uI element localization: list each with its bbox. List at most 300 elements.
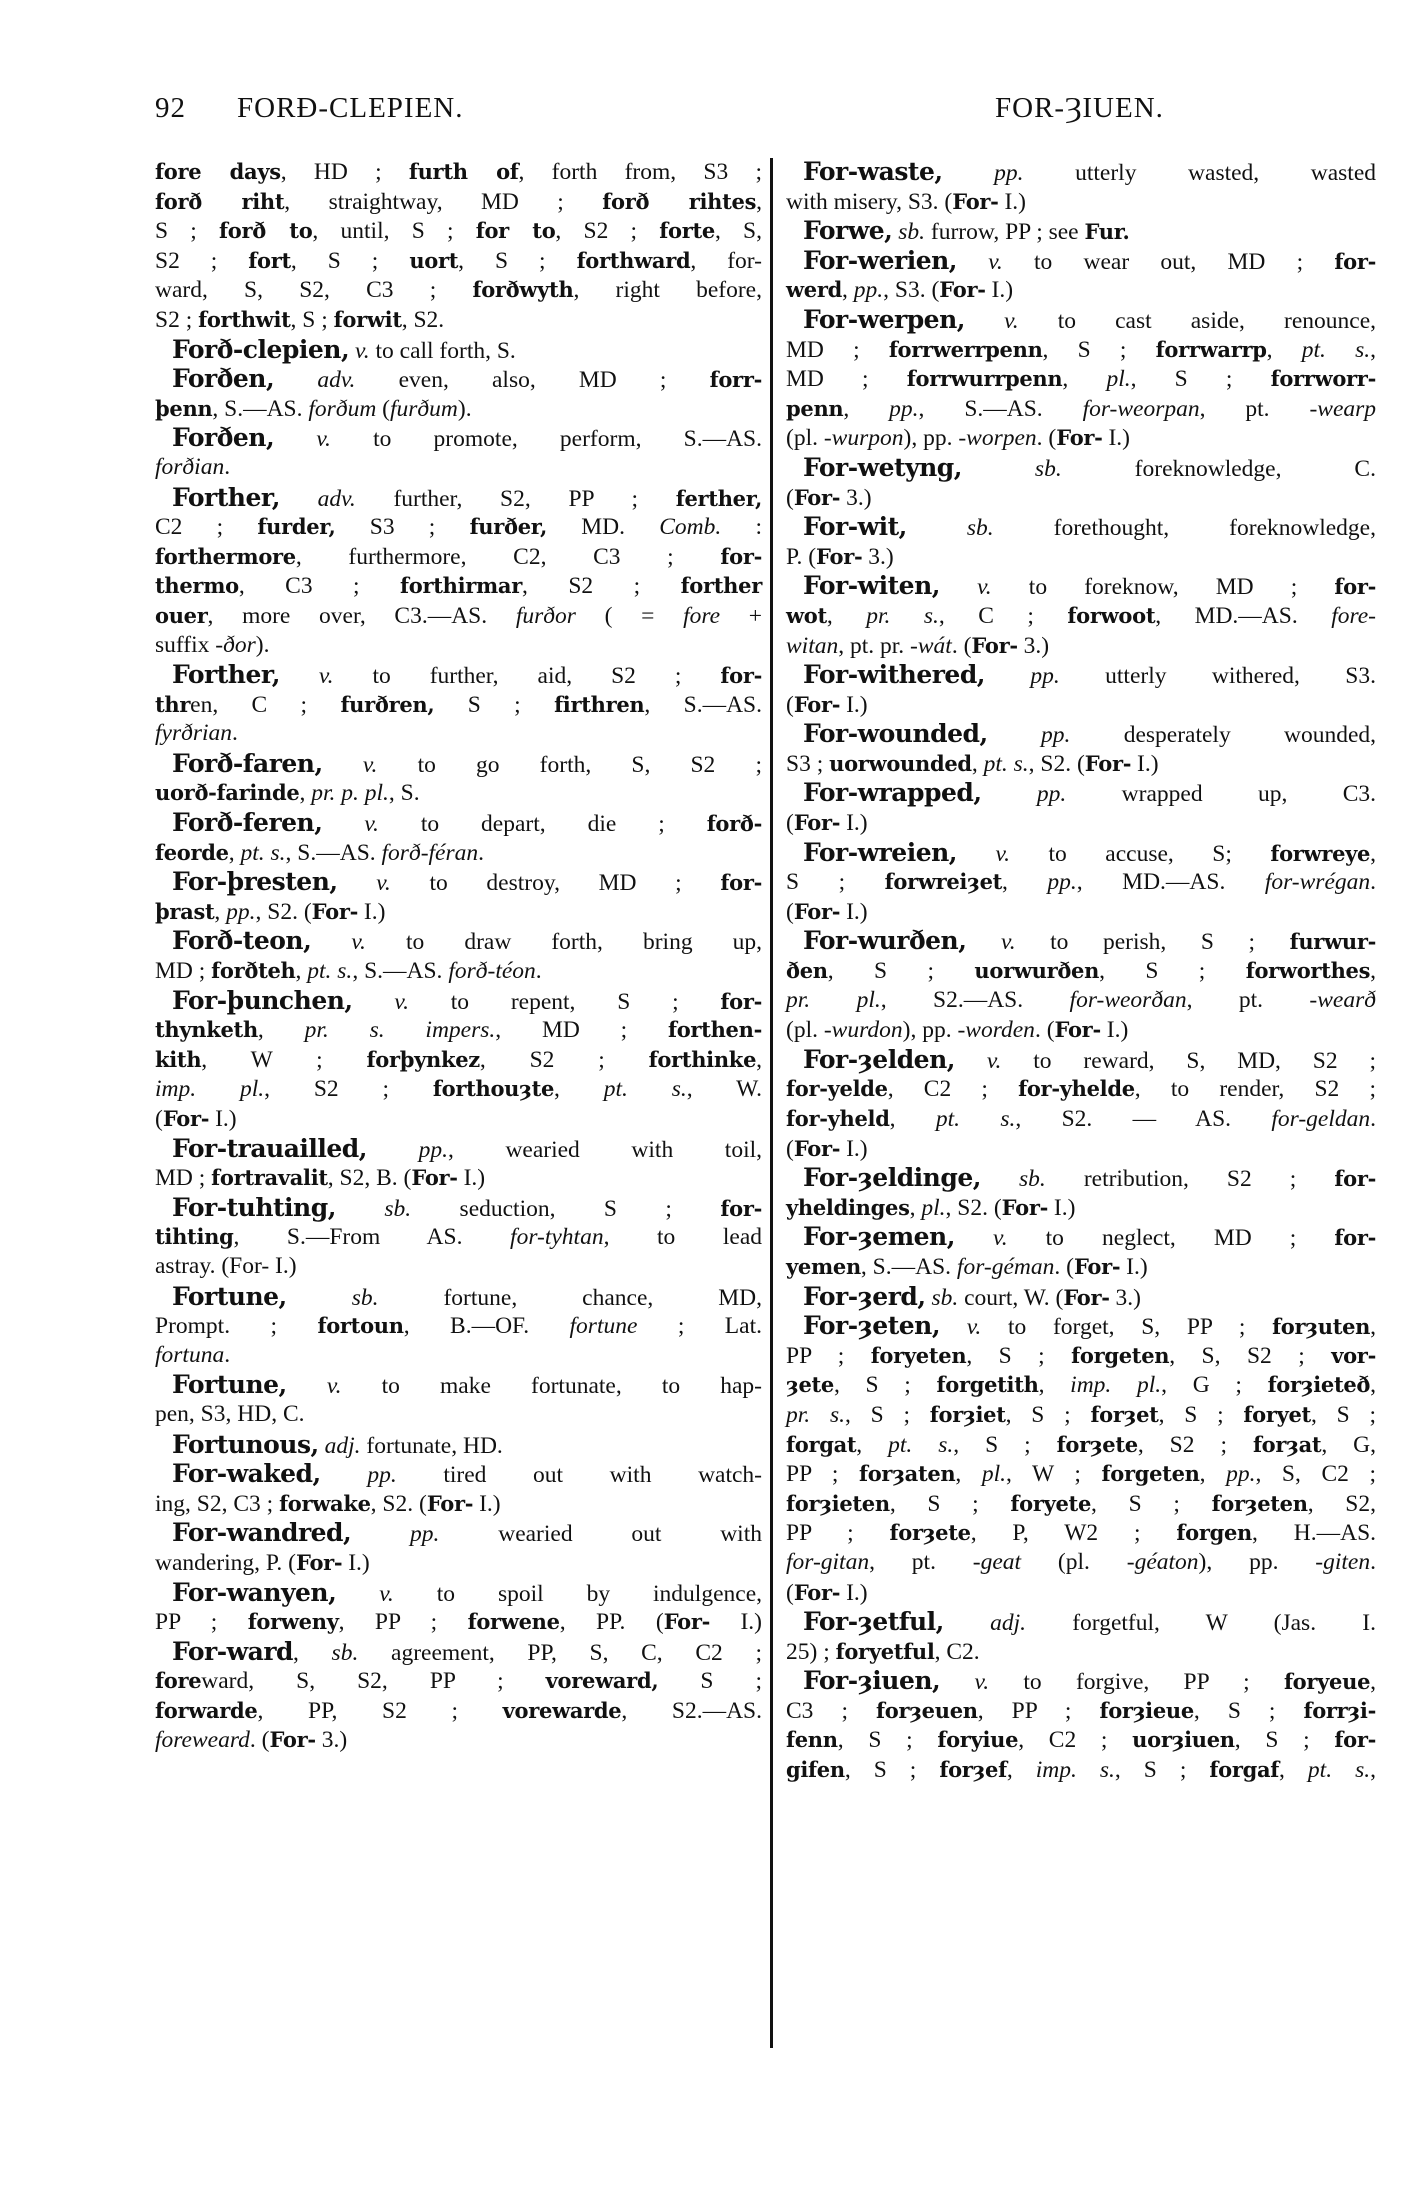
text: , PP ; <box>338 1609 468 1636</box>
entry-line <box>155 187 762 217</box>
entry-first-line <box>786 216 1376 246</box>
text: I.) <box>1120 1253 1148 1280</box>
variant-form: for- <box>720 543 762 569</box>
variant-form: for- <box>1334 1166 1376 1192</box>
text: , S ; <box>290 247 410 274</box>
italic-text: pp. <box>226 898 256 925</box>
text: , <box>756 1046 762 1073</box>
text: (pl. <box>786 1017 824 1044</box>
italic-text: -wurpon <box>823 425 904 452</box>
text: I.) <box>358 898 386 925</box>
text: , <box>826 602 867 629</box>
headword: For-waked, <box>172 1459 321 1489</box>
entry-first-line <box>786 571 1376 601</box>
variant-form: For- <box>793 898 841 924</box>
text: 3.) <box>862 543 894 570</box>
text: . ( <box>1034 1017 1055 1044</box>
italic-text: pp. <box>889 395 919 422</box>
entry-line <box>155 1489 762 1519</box>
text: , furthermore, C2, C3 ; <box>295 543 721 570</box>
italic-text: -wearð <box>1309 986 1376 1013</box>
entry-line <box>155 394 762 424</box>
entry-first-line <box>786 246 1376 276</box>
variant-form: forȝete <box>889 1520 971 1546</box>
italic-text: pp. <box>981 781 1067 808</box>
text: , PP ; <box>977 1697 1100 1724</box>
text: ( <box>786 484 794 511</box>
entry-first-line <box>786 1163 1376 1193</box>
text: to spoil by indulgence, <box>393 1580 762 1607</box>
italic-text: pl. <box>921 1194 946 1221</box>
italic-text: forðum <box>308 395 377 422</box>
text: further, S2, PP ; <box>355 485 676 512</box>
variant-form: For- <box>1063 1284 1110 1310</box>
variant-form: For- <box>952 188 999 214</box>
entry-first-line <box>155 1518 762 1548</box>
entry-line <box>155 571 762 601</box>
variant-form: forrwurrpenn <box>906 366 1063 392</box>
text: , S2 ; <box>555 218 660 245</box>
italic-text: pt. s. <box>1301 336 1371 363</box>
text: , S2. ( <box>945 1194 1002 1221</box>
headword: For-wurðen, <box>803 926 967 956</box>
text: . <box>535 958 542 985</box>
italic-text: v. <box>311 929 366 956</box>
text: , <box>1062 366 1107 393</box>
variant-form: fortravalit <box>211 1165 328 1191</box>
entry-line <box>786 1755 1376 1785</box>
text: , S2. ( <box>255 898 312 925</box>
italic-text: furðor <box>515 602 576 629</box>
text: , <box>1038 1372 1071 1399</box>
variant-form: forðteh <box>211 958 296 984</box>
italic-text: sb. <box>335 1195 412 1222</box>
headword: For-ward <box>172 1636 293 1666</box>
italic-text: pp. <box>320 1462 397 1489</box>
italic-text: -wearp <box>1309 395 1377 422</box>
text: , S2 ; <box>522 573 681 600</box>
text: to draw forth, bring up, <box>365 929 762 956</box>
text: to neglect, MD ; <box>1007 1225 1335 1252</box>
headword: For-withered, <box>803 660 986 690</box>
variant-form: for- <box>720 870 762 896</box>
italic-text: pp. <box>1226 1461 1256 1488</box>
text: fortune, chance, MD, <box>378 1284 762 1311</box>
variant-form: uorð-farinde <box>155 780 300 806</box>
text: , S ; <box>844 1757 940 1784</box>
headword: For-wanyen, <box>172 1577 337 1607</box>
italic-text: -ðor <box>215 631 256 658</box>
variant-form: forthward <box>576 247 691 273</box>
text: , <box>554 1076 604 1103</box>
text: , pt. <box>1186 986 1310 1013</box>
text: to accuse, S; <box>1010 840 1271 867</box>
text: I.) <box>209 1106 237 1132</box>
entry-line <box>155 275 762 305</box>
italic-text: pr. s. impers. <box>304 1017 496 1044</box>
entry-line <box>155 1725 762 1755</box>
text: I.) <box>457 1165 486 1192</box>
variant-form: forther <box>680 573 762 599</box>
entry-first-line <box>155 1193 762 1223</box>
entry-line <box>786 1370 1376 1400</box>
entry-line <box>786 1134 1376 1164</box>
entry-line <box>786 1193 1376 1223</box>
right-column <box>786 157 1376 1785</box>
text: 25) ; <box>786 1638 836 1665</box>
text: S2 ; <box>155 247 249 274</box>
text: , S ; <box>290 306 334 333</box>
variant-form: forȝet <box>1090 1401 1159 1427</box>
text: astray. (For- I.) <box>155 1252 297 1279</box>
variant-form: yemen <box>786 1253 861 1279</box>
text: to further, aid, S2 ; <box>333 663 721 690</box>
text: , pt. pr. <box>838 632 911 659</box>
variant-form: thermo <box>155 573 239 599</box>
text: 3.) <box>1017 632 1050 659</box>
headword: Forð-teon, <box>172 926 312 956</box>
page-number: 92 <box>155 92 186 124</box>
entry-line <box>786 364 1376 394</box>
italic-text: for-geldan <box>1271 1106 1371 1132</box>
text: . <box>232 720 238 747</box>
text: . <box>1370 1106 1376 1132</box>
headword: Forð-feren, <box>172 808 323 838</box>
variant-form: ferther, <box>675 485 762 511</box>
text: PP ; <box>786 1520 890 1547</box>
text: to promote, perform, S.—AS. <box>330 426 763 453</box>
headword: For-witen, <box>803 571 940 601</box>
entry-line <box>155 1548 762 1578</box>
text: , S ; <box>1114 1757 1210 1784</box>
variant-form: uorwounded <box>829 750 972 776</box>
text: . ( <box>1054 1253 1074 1280</box>
text: , more over, C3.—AS. <box>207 602 516 629</box>
entry-line <box>786 808 1376 838</box>
text: ; Lat. <box>637 1313 762 1340</box>
entry-line <box>786 1104 1376 1134</box>
text: (pl. <box>1021 1548 1127 1575</box>
text: S ; <box>155 218 220 245</box>
text: , S.—AS. <box>918 395 1083 422</box>
italic-text: pt. s. <box>240 839 286 866</box>
text: to call forth, S. <box>369 337 516 364</box>
entry-line <box>786 187 1376 217</box>
text: , S2 ; <box>479 1046 649 1073</box>
italic-text: for-tyhtan <box>510 1224 604 1251</box>
text: PP ; <box>786 1342 871 1369</box>
variant-form: kith <box>155 1046 202 1072</box>
variant-form: feorde <box>155 839 229 865</box>
text: I.) <box>985 277 1014 304</box>
italic-text: v. <box>274 426 331 453</box>
variant-form: foryeue <box>1283 1669 1371 1695</box>
entry-line <box>786 275 1376 305</box>
italic-text: v. <box>939 574 992 601</box>
text: , C2 ; <box>1018 1727 1133 1754</box>
text: . <box>1370 869 1376 896</box>
headword: Forð-clepien, <box>172 334 350 364</box>
text: , S, C2 ; <box>1255 1461 1376 1488</box>
italic-text: -worpen <box>958 425 1037 452</box>
entry-first-line <box>155 660 762 690</box>
text: , S.—AS. <box>644 691 762 718</box>
variant-form: For- <box>1073 1253 1121 1279</box>
text: MD. <box>547 514 660 541</box>
text: , S.—AS. <box>285 839 382 866</box>
italic-text: sb. <box>961 455 1062 482</box>
text: , <box>1370 1669 1377 1696</box>
variant-form: For- <box>295 1549 343 1575</box>
italic-text: witan <box>786 632 839 659</box>
text: : <box>721 514 762 541</box>
text: , <box>292 1639 332 1666</box>
variant-form: forð rihtes <box>602 188 757 214</box>
entry-first-line <box>786 1282 1376 1312</box>
text: , <box>228 839 241 866</box>
text: , <box>843 395 890 422</box>
variant-form: forthermore <box>155 543 296 569</box>
text: , S, <box>714 218 763 245</box>
text: to depart, die ; <box>378 811 707 838</box>
variant-form: thr <box>155 691 191 717</box>
entry-line <box>786 1400 1376 1430</box>
entry-first-line <box>786 926 1376 956</box>
variant-form: forwoot <box>1067 602 1156 628</box>
headword: For-wounded, <box>803 719 988 749</box>
text: , <box>856 1431 889 1458</box>
variant-form: For- <box>939 277 986 303</box>
text: ward, S, S2, PP ; <box>201 1668 546 1695</box>
headword: For-wreien, <box>803 837 957 867</box>
text: , to lead <box>603 1224 762 1251</box>
text: , <box>955 1461 982 1488</box>
entry-line <box>155 1311 762 1341</box>
text: MD ; <box>786 336 889 363</box>
italic-text: v. <box>954 1047 1002 1074</box>
entry-first-line <box>155 423 762 453</box>
text: , for- <box>690 247 762 274</box>
variant-form: forworthes <box>1245 958 1371 984</box>
italic-text: v. <box>940 1669 990 1696</box>
variant-form: for- <box>1334 574 1377 600</box>
variant-form: forwene <box>467 1609 560 1635</box>
entry-first-line <box>786 838 1376 868</box>
headword: For-ȝiuen, <box>803 1666 941 1696</box>
text: I.) <box>473 1490 501 1517</box>
variant-form: forwake <box>279 1490 371 1516</box>
variant-form: furðren, <box>340 691 435 717</box>
variant-form: for- <box>720 988 763 1014</box>
entry-first-line <box>155 749 762 779</box>
headword: Forðen, <box>172 364 275 394</box>
variant-form: forȝieteð <box>1267 1372 1371 1398</box>
text: , S ; <box>837 1727 938 1754</box>
variant-form: þenn <box>155 395 213 421</box>
italic-text: imp. pl. <box>155 1076 265 1103</box>
italic-text: for-weorpan <box>1082 395 1200 422</box>
text: forgetful, W (Jas. I. <box>1026 1610 1376 1637</box>
text: , <box>1266 336 1302 363</box>
text: to cast aside, renounce, <box>1018 307 1377 334</box>
text: wandering, P. ( <box>155 1549 296 1576</box>
headword: Forwe, <box>803 216 893 246</box>
text: , S ; <box>1234 1727 1335 1754</box>
variant-form: forgeten <box>1071 1342 1170 1368</box>
italic-text: pp. <box>987 722 1071 749</box>
text: I.) <box>840 1579 868 1606</box>
italic-text: for-gitan <box>786 1548 870 1575</box>
variant-form: forthen- <box>667 1017 762 1043</box>
text: , S. <box>388 780 420 807</box>
variant-form: fenn <box>786 1727 838 1753</box>
headword: Forðen, <box>172 423 275 453</box>
entry-first-line <box>786 1666 1376 1696</box>
headword: For-waste, <box>803 157 943 186</box>
entry-line <box>786 1696 1376 1726</box>
italic-text: -giten <box>1315 1548 1371 1575</box>
variant-form: For- <box>793 1135 841 1161</box>
italic-text: v. <box>957 840 1011 867</box>
text: , <box>909 1194 922 1221</box>
variant-form: for- <box>1334 248 1376 274</box>
italic-text: sb. <box>906 515 994 542</box>
entry-line <box>786 1489 1376 1519</box>
headword: For-wetyng, <box>803 452 962 482</box>
entry-line <box>155 512 762 542</box>
entry-line <box>155 1341 762 1371</box>
entry-line <box>155 453 762 483</box>
text: , S ; <box>844 1401 930 1428</box>
italic-text: -wurdon <box>823 1017 903 1044</box>
text: , <box>1370 336 1376 363</box>
text: , MD ; <box>495 1017 668 1044</box>
entry-line <box>786 542 1376 572</box>
variant-form: vorewarde <box>502 1697 622 1723</box>
variant-form: fort <box>248 247 291 273</box>
text: , <box>1199 1461 1227 1488</box>
italic-text: pt. s. <box>983 750 1029 777</box>
variant-form: for- <box>720 1195 762 1221</box>
entry-line <box>155 956 762 986</box>
entry-line <box>155 305 762 335</box>
headword: For-þunchen, <box>172 985 353 1015</box>
variant-form: For- <box>269 1727 316 1753</box>
entry-line <box>786 1430 1376 1460</box>
text: court, W. ( <box>958 1284 1064 1311</box>
entry-first-line <box>155 483 762 513</box>
variant-form: forð riht <box>155 188 285 214</box>
variant-form: furwur- <box>1289 929 1377 955</box>
text: . <box>1370 1548 1376 1575</box>
text: I.) <box>1102 425 1131 452</box>
variant-form: forrwarrp <box>1155 336 1267 362</box>
headword: For-wit, <box>803 512 907 542</box>
text: , S ; <box>1091 1490 1212 1517</box>
entry-line <box>786 1548 1376 1578</box>
variant-form: For- <box>426 1490 474 1516</box>
variant-form: wot <box>786 602 827 628</box>
variant-form: ouer <box>155 602 208 628</box>
headword: Forther, <box>172 482 280 512</box>
text: , C3 ; <box>238 573 400 600</box>
text: , S2. <box>401 306 445 333</box>
italic-text: v. <box>322 811 379 838</box>
italic-text: pr. pl. <box>786 986 881 1013</box>
text: , to render, S2 ; <box>1134 1076 1376 1103</box>
entry-line <box>155 157 762 187</box>
text: , <box>1006 1757 1036 1784</box>
variant-form: foryet <box>1243 1401 1311 1427</box>
italic-text: forð-féran <box>381 839 479 866</box>
variant-form: for to <box>475 218 556 244</box>
text: I.) <box>1131 750 1159 777</box>
variant-form: For- <box>793 810 841 836</box>
variant-form: for-yelde <box>786 1076 888 1102</box>
entry-first-line <box>155 1459 762 1489</box>
text: to wear out, MD ; <box>1002 248 1335 275</box>
text: , S2.—AS. <box>880 986 1070 1013</box>
entry-line <box>155 1666 762 1696</box>
variant-form: fore <box>155 1668 202 1694</box>
text: PP ; <box>786 1461 859 1488</box>
variant-form: forȝuten <box>1272 1314 1371 1340</box>
variant-form: forr- <box>709 367 762 393</box>
italic-text: furðum <box>390 395 458 422</box>
entry-line <box>155 631 762 661</box>
entry-line <box>786 1252 1376 1282</box>
entry-first-line <box>786 1311 1376 1341</box>
italic-text: pp. <box>1047 869 1077 896</box>
text: fortunate, HD. <box>360 1432 503 1459</box>
italic-text: v. <box>337 870 391 897</box>
header-last-entry: FOR-ȜIUEN. <box>995 92 1164 124</box>
text: , S ; <box>1158 1401 1244 1428</box>
text: , S ; <box>1005 1401 1091 1428</box>
variant-form: for- <box>1334 1225 1376 1251</box>
text: MD ; <box>786 366 907 393</box>
italic-text: v. <box>279 663 334 690</box>
variant-form: forþynkez <box>366 1046 480 1072</box>
italic-text: for-wrégan <box>1264 869 1371 896</box>
headword: For-ȝeldinge, <box>803 1163 981 1193</box>
entry-line <box>786 1459 1376 1489</box>
italic-text: forðian <box>155 453 225 480</box>
text: I.) <box>998 188 1026 215</box>
italic-text: foreweard <box>155 1727 250 1754</box>
column-divider <box>770 158 773 2048</box>
entry-line <box>786 1518 1376 1548</box>
text: , <box>299 780 312 807</box>
italic-text: -wát <box>910 632 952 659</box>
headword: For-ȝeten, <box>803 1311 941 1341</box>
variant-form: furðer, <box>469 514 548 540</box>
italic-text: pt. s. <box>603 1076 687 1103</box>
italic-text: Comb. <box>659 514 722 541</box>
variant-form: For- <box>663 1609 711 1635</box>
text: S ; <box>786 869 885 896</box>
text: , forth from, S3 ; <box>518 159 762 185</box>
text: S ; <box>434 691 555 718</box>
text: , MD.—AS. <box>1155 602 1332 629</box>
variant-form: fortoun <box>317 1313 404 1339</box>
variant-form: ðen <box>786 958 828 984</box>
headword: Forð-faren, <box>172 748 323 778</box>
variant-form: For- <box>411 1165 458 1191</box>
text: , MD.—AS. <box>1076 869 1265 896</box>
text: ( <box>786 1579 794 1606</box>
text: I.) <box>840 691 868 718</box>
